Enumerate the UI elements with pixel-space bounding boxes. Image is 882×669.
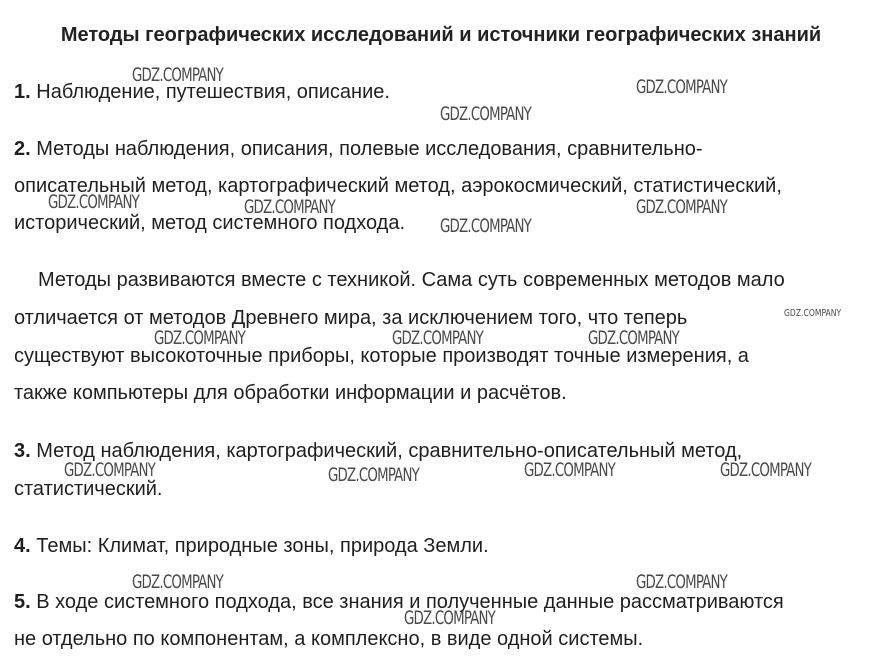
- watermark: GDZ.COMPANY: [636, 571, 728, 593]
- watermark: GDZ.COMPANY: [154, 327, 246, 349]
- watermark: GDZ.COMPANY: [64, 459, 156, 481]
- watermark: GDZ.COMPANY: [524, 459, 616, 481]
- answer-1-number: 1.: [14, 81, 31, 103]
- watermark: GDZ.COMPANY: [440, 215, 532, 237]
- answer-5-line-2: не отдельно по компонентам, а комплексно, в виде одной системы.: [14, 628, 644, 650]
- answer-3-line-2: статистический.: [14, 478, 163, 500]
- watermark: GDZ.COMPANY: [440, 103, 532, 125]
- answer-2-number: 2.: [14, 138, 31, 160]
- watermark: GDZ.COMPANY: [328, 464, 420, 486]
- watermark: GDZ.COMPANY: [132, 64, 224, 86]
- answer-3-line-1: 3. Метод наблюдения, картографический, сравнительно-описательный метод,: [14, 440, 743, 462]
- paragraph-line-4: также компьютеры для обработки информации и расчётов.: [14, 382, 567, 404]
- watermark: GDZ.COMPANY: [404, 607, 496, 629]
- answer-2-line-1: 2. Методы наблюдения, описания, полевые исследования, сравнительно-: [14, 138, 703, 160]
- watermark: GDZ.COMPANY: [588, 327, 680, 349]
- paragraph-line-3: существуют высокоточные приборы, которые производят точные измерения, а: [14, 345, 749, 367]
- answer-3-number: 3.: [14, 440, 31, 462]
- answer-4-line-1: 4. Темы: Климат, природные зоны, природа Земли.: [14, 535, 489, 557]
- watermark: GDZ.COMPANY: [244, 196, 336, 218]
- watermark: GDZ.COMPANY: [392, 327, 484, 349]
- watermark: GDZ.COMPANY: [784, 308, 842, 319]
- answer-2-line-2: описательный метод, картографический метод, аэрокосмический, статистический,: [14, 175, 782, 197]
- watermark: GDZ.COMPANY: [48, 191, 140, 213]
- paragraph-line-2: отличается от методов Древнего мира, за исключением того, что теперь: [14, 307, 688, 329]
- answer-5-line-1: 5. В ходе системного подхода, все знания и полученные данные рассматриваются: [14, 591, 784, 613]
- answer-5-number: 5.: [14, 591, 31, 613]
- watermark: GDZ.COMPANY: [720, 459, 812, 481]
- page-title: Методы географических исследований и источники географических знаний: [60, 24, 822, 46]
- watermark: GDZ.COMPANY: [636, 196, 728, 218]
- watermark: GDZ.COMPANY: [636, 76, 728, 98]
- answer-1-line-1: 1. Наблюдение, путешествия, описание.: [14, 81, 390, 103]
- paragraph-line-1: Методы развиваются вместе с техникой. Сама суть современных методов мало: [38, 269, 785, 291]
- answer-2-line-3: исторический, метод системного подхода.: [14, 212, 406, 234]
- watermark: GDZ.COMPANY: [132, 571, 224, 593]
- answer-4-number: 4.: [14, 535, 31, 557]
